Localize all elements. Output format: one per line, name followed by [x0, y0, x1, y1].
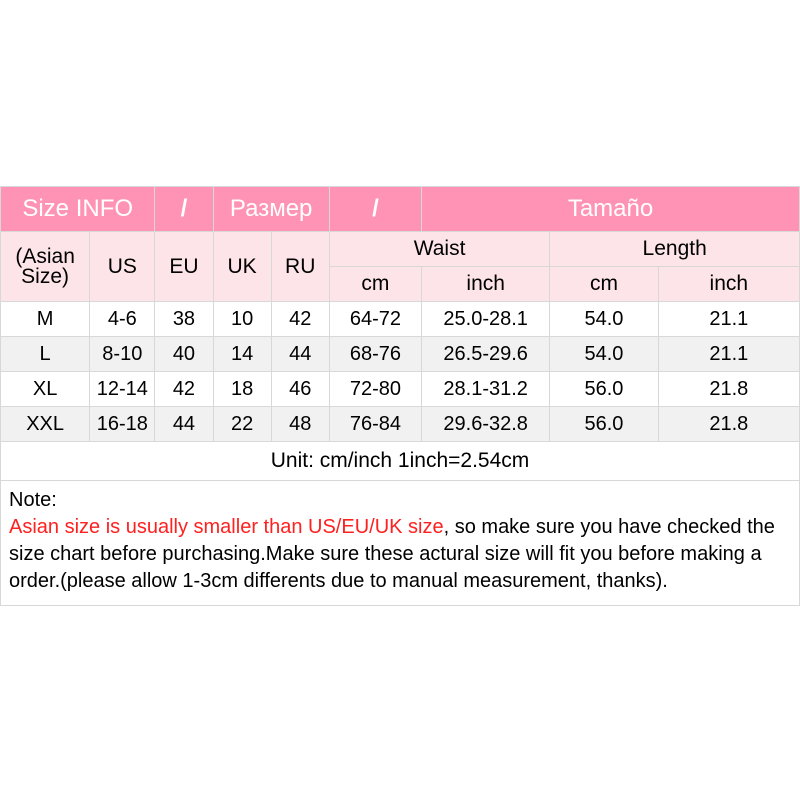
cell-length-inch: 21.1: [658, 302, 799, 337]
cell-waist-cm: 68-76: [329, 337, 421, 372]
cell-ru: 48: [271, 407, 329, 442]
cell-eu: 40: [155, 337, 213, 372]
note-block: [0, 481, 800, 606]
header-uk: UK: [213, 232, 271, 302]
cell-waist-cm: 72-80: [329, 372, 421, 407]
cell-size: L: [1, 337, 90, 372]
note-warning-text: Asian size is usually smaller than US/EU/UK size: [9, 516, 444, 538]
cell-us: 16-18: [90, 407, 155, 442]
cell-ru: 46: [271, 372, 329, 407]
title-row: [1, 187, 800, 232]
header-asian-line2: Size): [21, 264, 70, 288]
header-asian-size: [1, 232, 90, 302]
cell-us: 12-14: [90, 372, 155, 407]
title-middle: Размер: [213, 187, 329, 232]
cell-ru: 44: [271, 337, 329, 372]
header-asian-line1: (Asian: [15, 244, 75, 268]
cell-waist-inch: 28.1-31.2: [422, 372, 550, 407]
cell-us: 8-10: [90, 337, 155, 372]
cell-eu: 38: [155, 302, 213, 337]
unit-row: [1, 442, 800, 481]
cell-us: 4-6: [90, 302, 155, 337]
header-eu: EU: [155, 232, 213, 302]
note-label: Note:: [9, 489, 57, 511]
unit-note: Unit: cm/inch 1inch=2.54cm: [1, 442, 800, 481]
cell-length-cm: 54.0: [550, 337, 658, 372]
cell-uk: 22: [213, 407, 271, 442]
size-chart-table: [0, 186, 800, 481]
header-length-cm: cm: [550, 267, 658, 302]
cell-eu: 42: [155, 372, 213, 407]
header-ru: RU: [271, 232, 329, 302]
cell-uk: 18: [213, 372, 271, 407]
cell-length-cm: 56.0: [550, 407, 658, 442]
cell-size: M: [1, 302, 90, 337]
cell-waist-inch: 25.0-28.1: [422, 302, 550, 337]
cell-length-inch: 21.1: [658, 337, 799, 372]
title-right: Tamaño: [422, 187, 800, 232]
cell-length-cm: 54.0: [550, 302, 658, 337]
header-waist: Waist: [329, 232, 550, 267]
cell-waist-cm: 76-84: [329, 407, 421, 442]
cell-length-cm: 56.0: [550, 372, 658, 407]
header-length-inch: inch: [658, 267, 799, 302]
cell-ru: 42: [271, 302, 329, 337]
cell-size: XL: [1, 372, 90, 407]
header-length: Length: [550, 232, 800, 267]
header-us: US: [90, 232, 155, 302]
cell-length-inch: 21.8: [658, 407, 799, 442]
title-separator-1: /: [155, 187, 213, 232]
cell-size: XXL: [1, 407, 90, 442]
title-left: Size INFO: [1, 187, 155, 232]
header-waist-inch: inch: [422, 267, 550, 302]
cell-waist-cm: 64-72: [329, 302, 421, 337]
header-row-top: [1, 232, 800, 267]
header-waist-cm: cm: [329, 267, 421, 302]
cell-waist-inch: 26.5-29.6: [422, 337, 550, 372]
title-separator-2: /: [329, 187, 421, 232]
table-row: [1, 302, 800, 337]
cell-uk: 14: [213, 337, 271, 372]
note-body-text: , so make sure you have checked the size chart before purchasing.Make sure these actural size will fit you before making a order.(please allow 1-3cm differents due to manual measurement, thanks).: [9, 516, 775, 592]
cell-waist-inch: 29.6-32.8: [422, 407, 550, 442]
cell-length-inch: 21.8: [658, 372, 799, 407]
table-row: [1, 337, 800, 372]
table-row: [1, 372, 800, 407]
cell-eu: 44: [155, 407, 213, 442]
size-chart: [0, 186, 800, 606]
table-row: [1, 407, 800, 442]
cell-uk: 10: [213, 302, 271, 337]
